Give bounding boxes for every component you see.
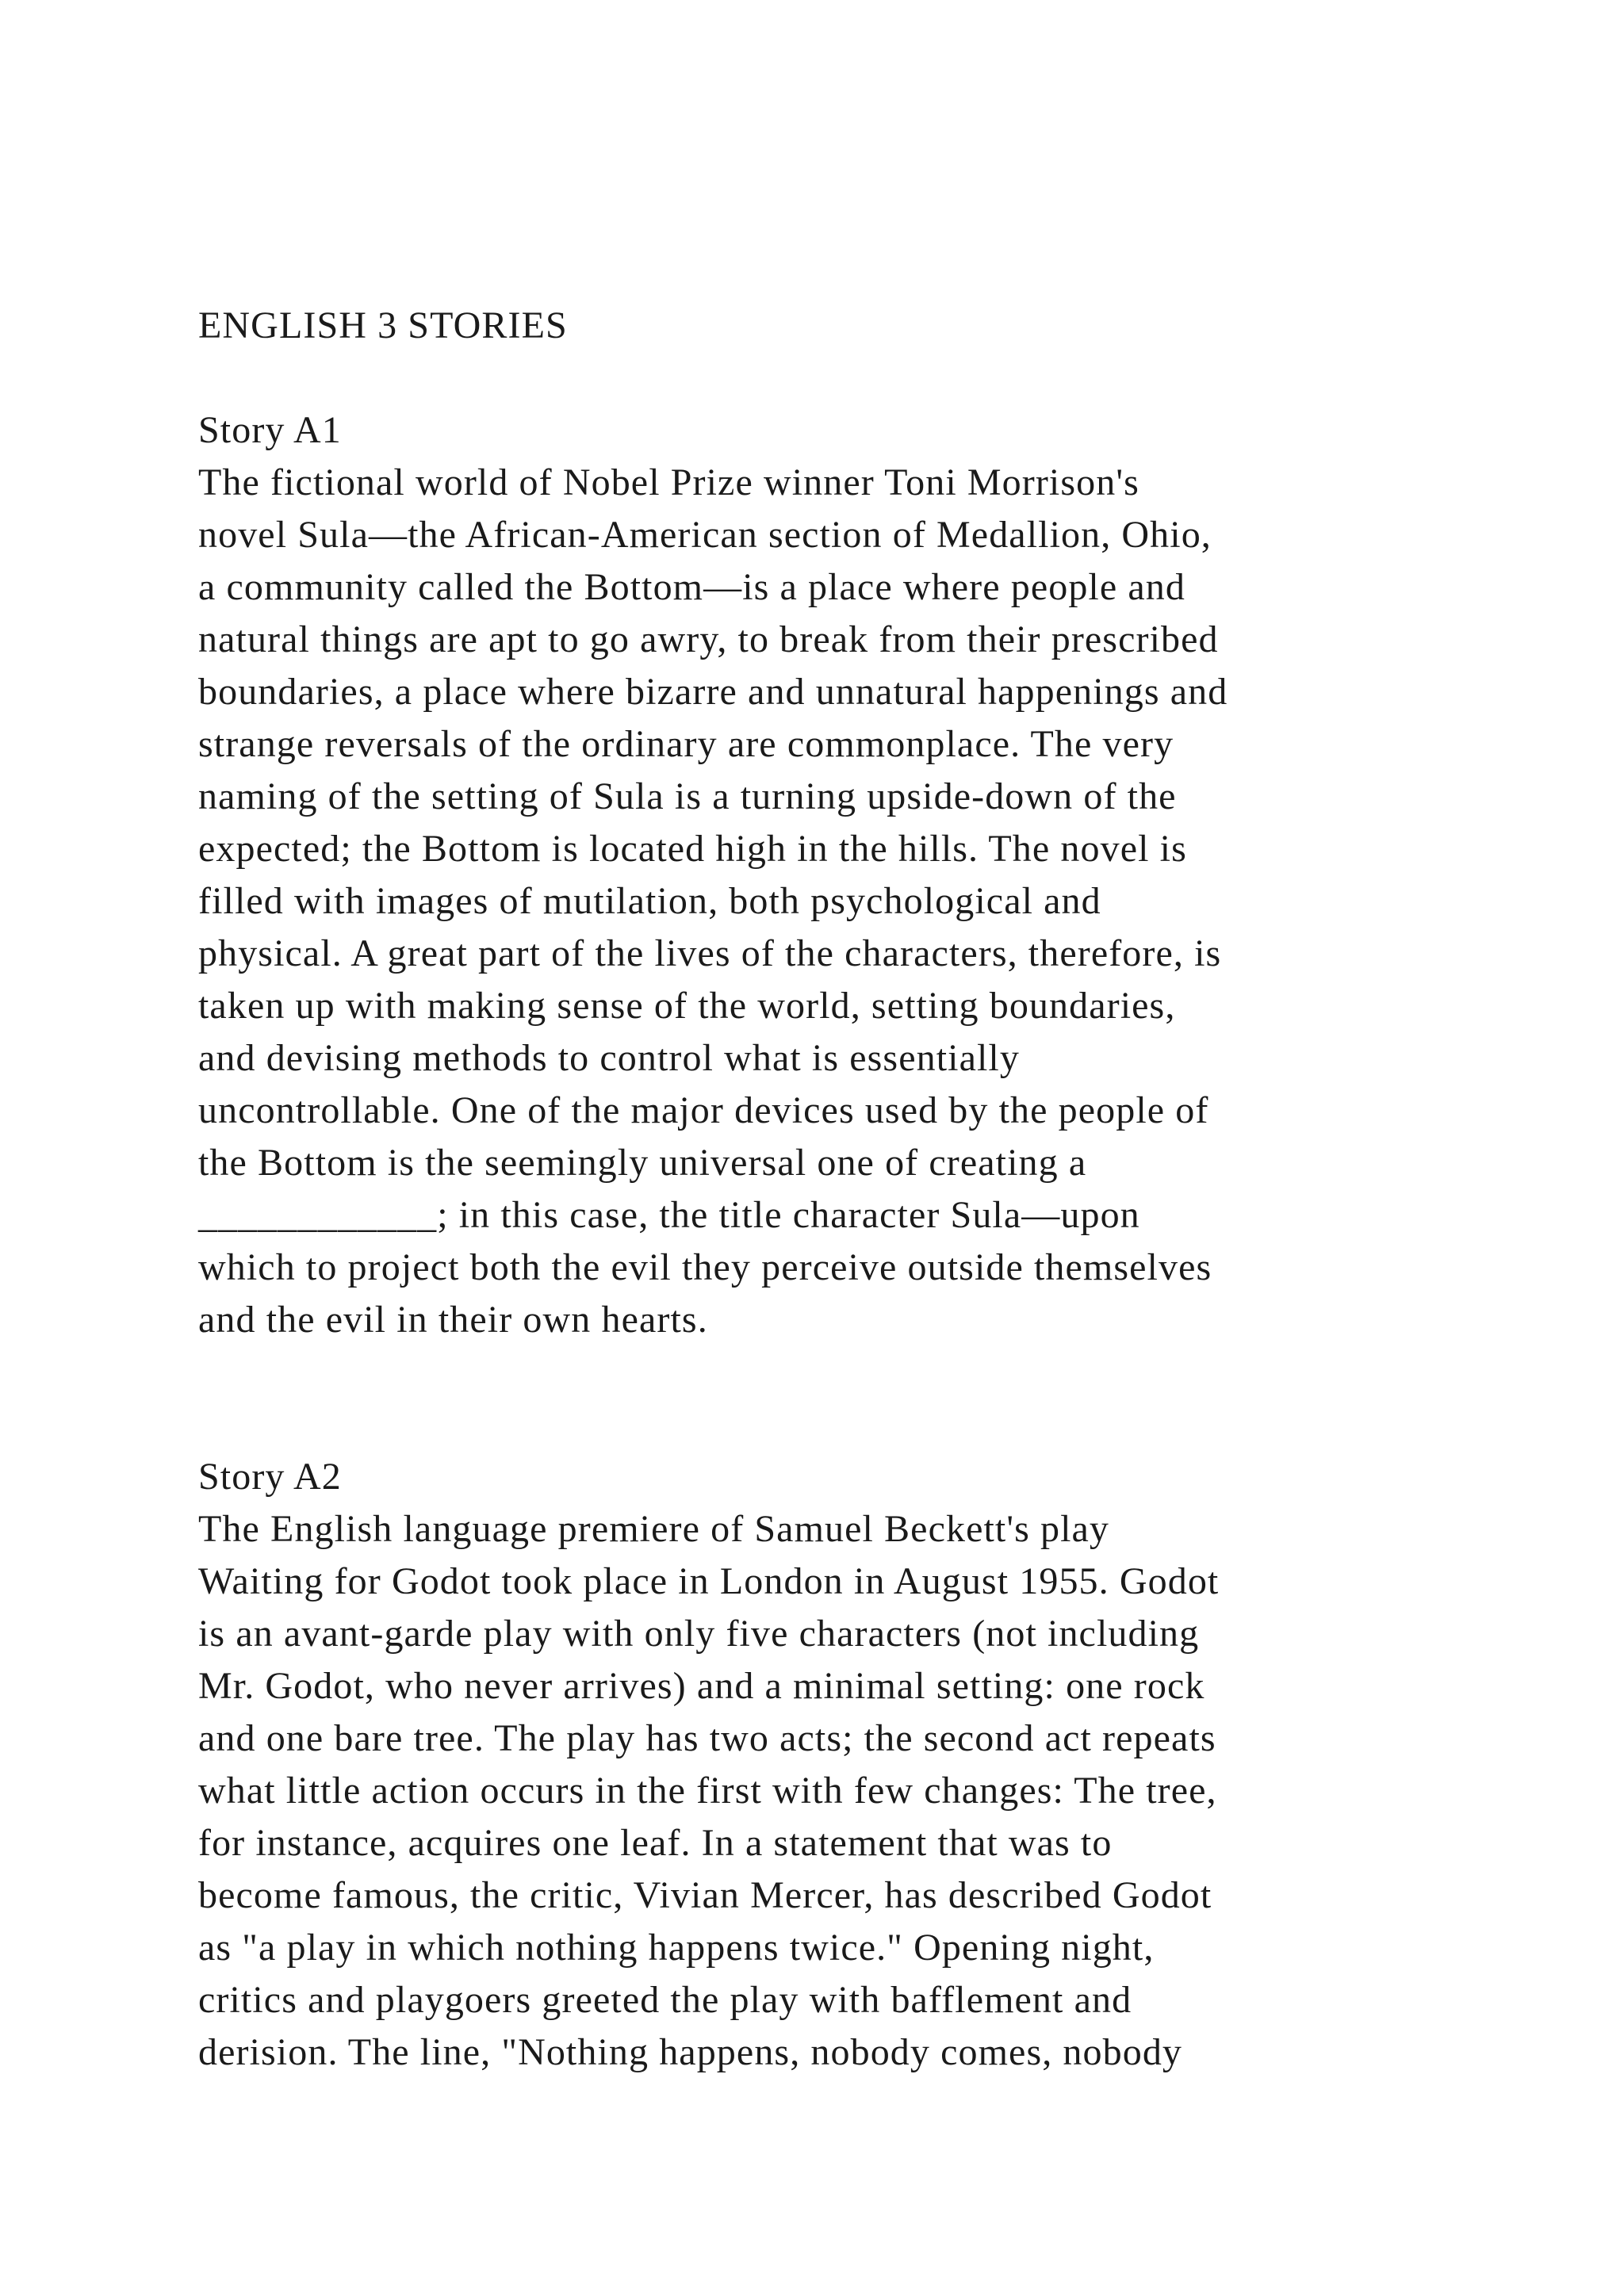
story-a2-line: and one bare tree. The play has two acts; the second act repeats	[198, 1717, 1216, 1759]
story-a2-line: Waiting for Godot took place in London in August 1955. Godot	[198, 1560, 1220, 1602]
story-a2-line: derision. The line, "Nothing happens, nobody comes, nobody	[198, 2031, 1183, 2073]
story-a1-line: natural things are apt to go awry, to break from their prescribed	[198, 618, 1219, 660]
story-a1-line: novel Sula—the African-American section of Medallion, Ohio,	[198, 514, 1212, 556]
story-a1-line: a community called the Bottom—is a place where people and	[198, 566, 1185, 608]
story-a1-line: and the evil in their own hearts.	[198, 1299, 708, 1341]
story-heading: Story A1	[198, 409, 342, 451]
document-title: ENGLISH 3 STORIES	[198, 304, 568, 346]
story-a2-line: is an avant-garde play with only five characters (not including	[198, 1613, 1200, 1655]
story-a1-blank-line: ____________; in this case, the title character Sula—upon	[198, 1194, 1140, 1236]
story-a1-line: naming of the setting of Sula is a turning upside-down of the	[198, 775, 1177, 817]
story-a1-line: physical. A great part of the lives of the characters, therefore, is	[198, 932, 1222, 974]
story-a1-line: expected; the Bottom is located high in the hills. The novel is	[198, 828, 1187, 870]
story-a1-line: taken up with making sense of the world, setting boundaries,	[198, 985, 1176, 1027]
story-a1-line: boundaries, a place where bizarre and unnatural happenings and	[198, 671, 1228, 713]
story-a2-line: as "a play in which nothing happens twice." Opening night,	[198, 1927, 1155, 1969]
story-a1-line: uncontrollable. One of the major devices used by the people of	[198, 1089, 1209, 1131]
story-a2-line: what little action occurs in the first with few changes: The tree,	[198, 1770, 1217, 1812]
story-a2-line: The English language premiere of Samuel Beckett's play	[198, 1508, 1110, 1550]
story-a2-line: Mr. Godot, who never arrives) and a minimal setting: one rock	[198, 1665, 1205, 1707]
story-a2-line: critics and playgoers greeted the play with bafflement and	[198, 1979, 1132, 2021]
story-a1-line: which to project both the evil they perceive outside themselves	[198, 1246, 1212, 1288]
story-a1-line: filled with images of mutilation, both psychological and	[198, 880, 1101, 922]
story-a2-line: for instance, acquires one leaf. In a statement that was to	[198, 1822, 1113, 1864]
story-a1-line: the Bottom is the seemingly universal one of creating a	[198, 1142, 1087, 1184]
spacer	[198, 1346, 1515, 1451]
story-a1-line: strange reversals of the ordinary are commonplace. The very	[198, 723, 1174, 765]
story-a1-line: The fictional world of Nobel Prize winner Toni Morrison's	[198, 461, 1139, 503]
story-a1-line: and devising methods to control what is essentially	[198, 1037, 1020, 1079]
document-body	[198, 300, 1515, 2079]
story-heading: Story A2	[198, 1456, 342, 1498]
story-a2-line: become famous, the critic, Vivian Mercer, has described Godot	[198, 1874, 1212, 1916]
spacer	[198, 352, 1515, 404]
